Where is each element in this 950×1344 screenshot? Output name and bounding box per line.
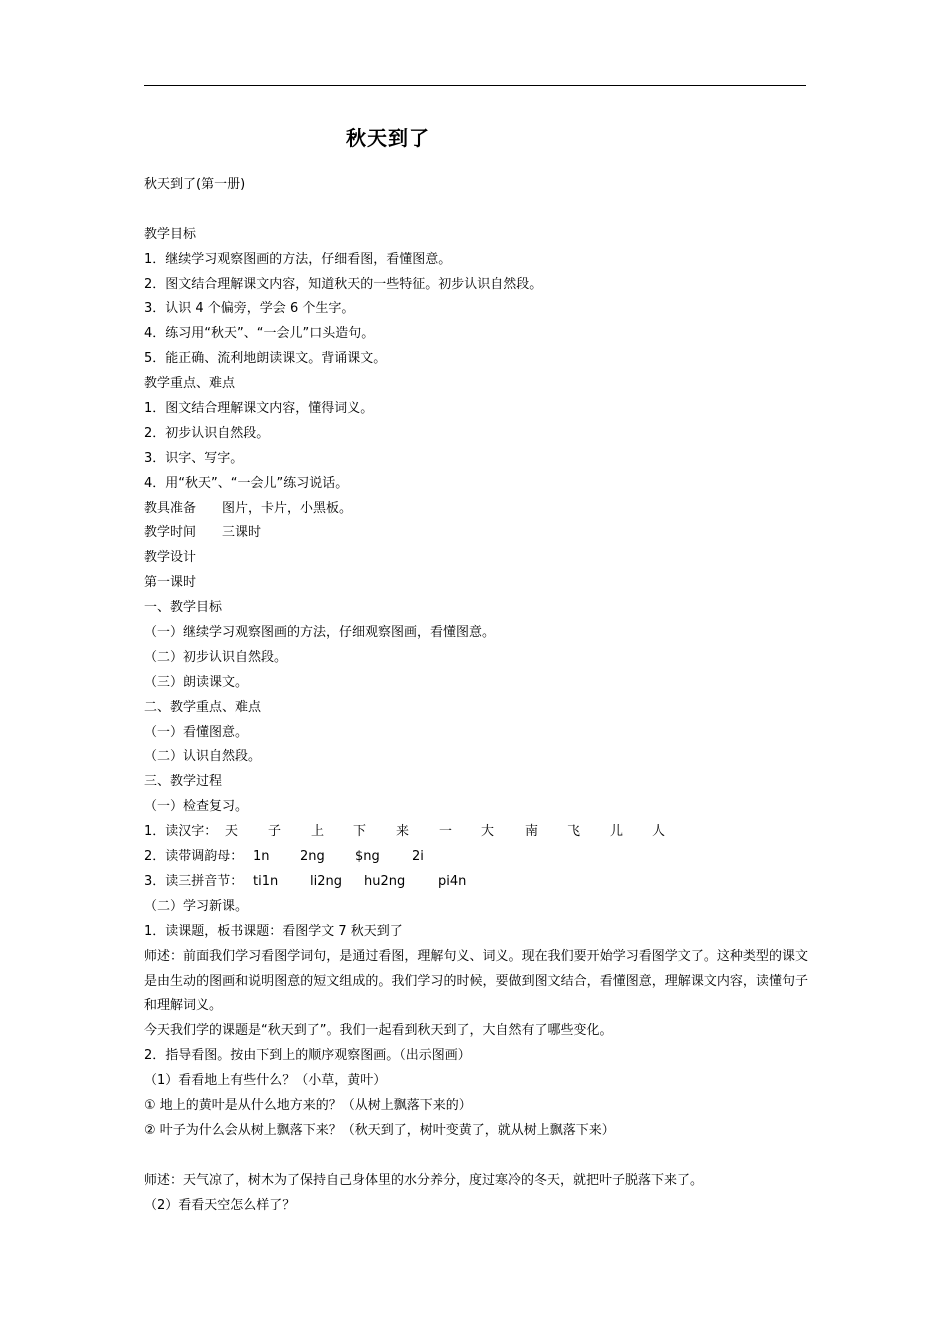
text-line: ① 地上的黄叶是从什么地方来的？（从树上飘落下来的） — [144, 1098, 472, 1113]
narration-line: 师述：天气凉了，树木为了保持自己身体里的水分养分，度过寒冷的冬天，就把叶子脱落下来了。 — [144, 1172, 704, 1188]
hanzi-char: 飞 — [567, 824, 581, 840]
text-line: 2．指导看图。按由下到上的顺序观察图画。（出示图画） — [144, 1048, 471, 1064]
text-line: 一、教学目标 — [144, 600, 223, 616]
read-hanzi-line — [144, 820, 808, 845]
document-body — [144, 173, 808, 1218]
read-tones-line — [144, 845, 808, 870]
hanzi-char: 上 — [311, 824, 325, 840]
text-line: 4．练习用“秋天”、“一会儿”口头造句。 — [144, 326, 375, 342]
narration-paragraph: 师述：前面我们学习看图学词句，是通过看图，理解句义、词义。现在我们要开始学习看图学文了。这种类型的课文是由生动的图画和说明图意的短文组成的。我们学习的时候，要做到图文结合，看懂图意，理解课文内容，读懂句子和理解词义。 — [144, 948, 808, 1014]
hanzi-char: 来 — [396, 824, 410, 840]
text-line: ② 叶子为什么会从树上飘落下来？（秋天到了，树叶变黄了，就从树上飘落下来） — [144, 1122, 615, 1138]
text-line: 三、教学过程 — [144, 774, 223, 790]
document-title: 秋天到了 — [346, 126, 430, 150]
pinyin-item: ti1n — [253, 873, 279, 889]
pinyin-item: hu2ng — [364, 873, 406, 889]
text-line: （三）朗读课文。 — [144, 674, 249, 690]
text-line: 3．认识 4 个偏旁，学会 6 个生字。 — [144, 301, 355, 317]
hanzi-char: 一 — [439, 824, 453, 840]
blank-line — [144, 1144, 808, 1169]
text-line: （二）学习新课。 — [144, 898, 249, 914]
pinyin-item: pi4n — [438, 873, 467, 889]
text-line: 教学时间 三课时 — [144, 525, 262, 541]
hanzi-char: 下 — [353, 824, 367, 840]
hanzi-char: 天 — [225, 824, 239, 840]
hanzi-char: 大 — [481, 824, 495, 840]
text-line: 4．用“秋天”、“一会儿”练习说话。 — [144, 475, 349, 491]
read-pinyin-label: 3．读三拼音节： — [144, 873, 244, 889]
text-line: 二、教学重点、难点 — [144, 699, 262, 715]
hanzi-char: 儿 — [610, 824, 624, 840]
tone-item: $ng — [355, 849, 380, 865]
text-line: 1．图文结合理解课文内容，懂得词义。 — [144, 401, 374, 417]
header-rule — [144, 85, 806, 86]
text-line: 2．初步认识自然段。 — [144, 425, 270, 441]
pinyin-item: li2ng — [310, 873, 342, 889]
text-line: 3．识字、写字。 — [144, 450, 244, 466]
read-pinyin-line — [144, 870, 808, 895]
text-line: 2．图文结合理解课文内容，知道秋天的一些特征。初步认识自然段。 — [144, 276, 543, 292]
text-line: （一）检查复习。 — [144, 799, 249, 815]
read-tones-label: 2．读带调韵母： — [144, 849, 244, 865]
subtitle: 秋天到了(第一册) — [144, 177, 246, 192]
text-line: 教学设计 — [144, 550, 197, 566]
text-line: （一）看懂图意。 — [144, 724, 249, 740]
text-line: 5．能正确、流利地朗读课文。背诵课文。 — [144, 351, 387, 367]
text-line: （二）认识自然段。 — [144, 749, 262, 765]
text-line: 1．读课题，板书课题：看图学文 7 秋天到了 — [144, 923, 403, 939]
hanzi-char: 南 — [525, 824, 539, 840]
tone-item: 1n — [253, 849, 270, 865]
text-line: 今天我们学的课题是“秋天到了”。我们一起看到秋天到了，大自然有了哪些变化。 — [144, 1023, 613, 1039]
hanzi-char: 子 — [268, 824, 282, 840]
text-line: 1．继续学习观察图画的方法，仔细看图，看懂图意。 — [144, 251, 452, 267]
tone-item: 2i — [412, 849, 424, 865]
blank-line — [144, 198, 808, 223]
text-line: （2）看看天空怎么样了？ — [144, 1197, 296, 1213]
text-line: （1）看看地上有些什么？（小草，黄叶） — [144, 1073, 387, 1089]
text-line: （二）初步认识自然段。 — [144, 649, 288, 665]
text-line: 教学重点、难点 — [144, 376, 236, 392]
read-hanzi-label: 1．读汉字： — [144, 824, 218, 840]
text-line: （一）继续学习观察图画的方法，仔细观察图画，看懂图意。 — [144, 625, 496, 641]
tone-item: 2ng — [300, 849, 325, 865]
text-line: 第一课时 — [144, 575, 197, 591]
hanzi-char: 人 — [652, 824, 666, 840]
text-line: 教学目标 — [144, 226, 197, 242]
text-line: 教具准备 图片，卡片，小黑板。 — [144, 500, 353, 516]
